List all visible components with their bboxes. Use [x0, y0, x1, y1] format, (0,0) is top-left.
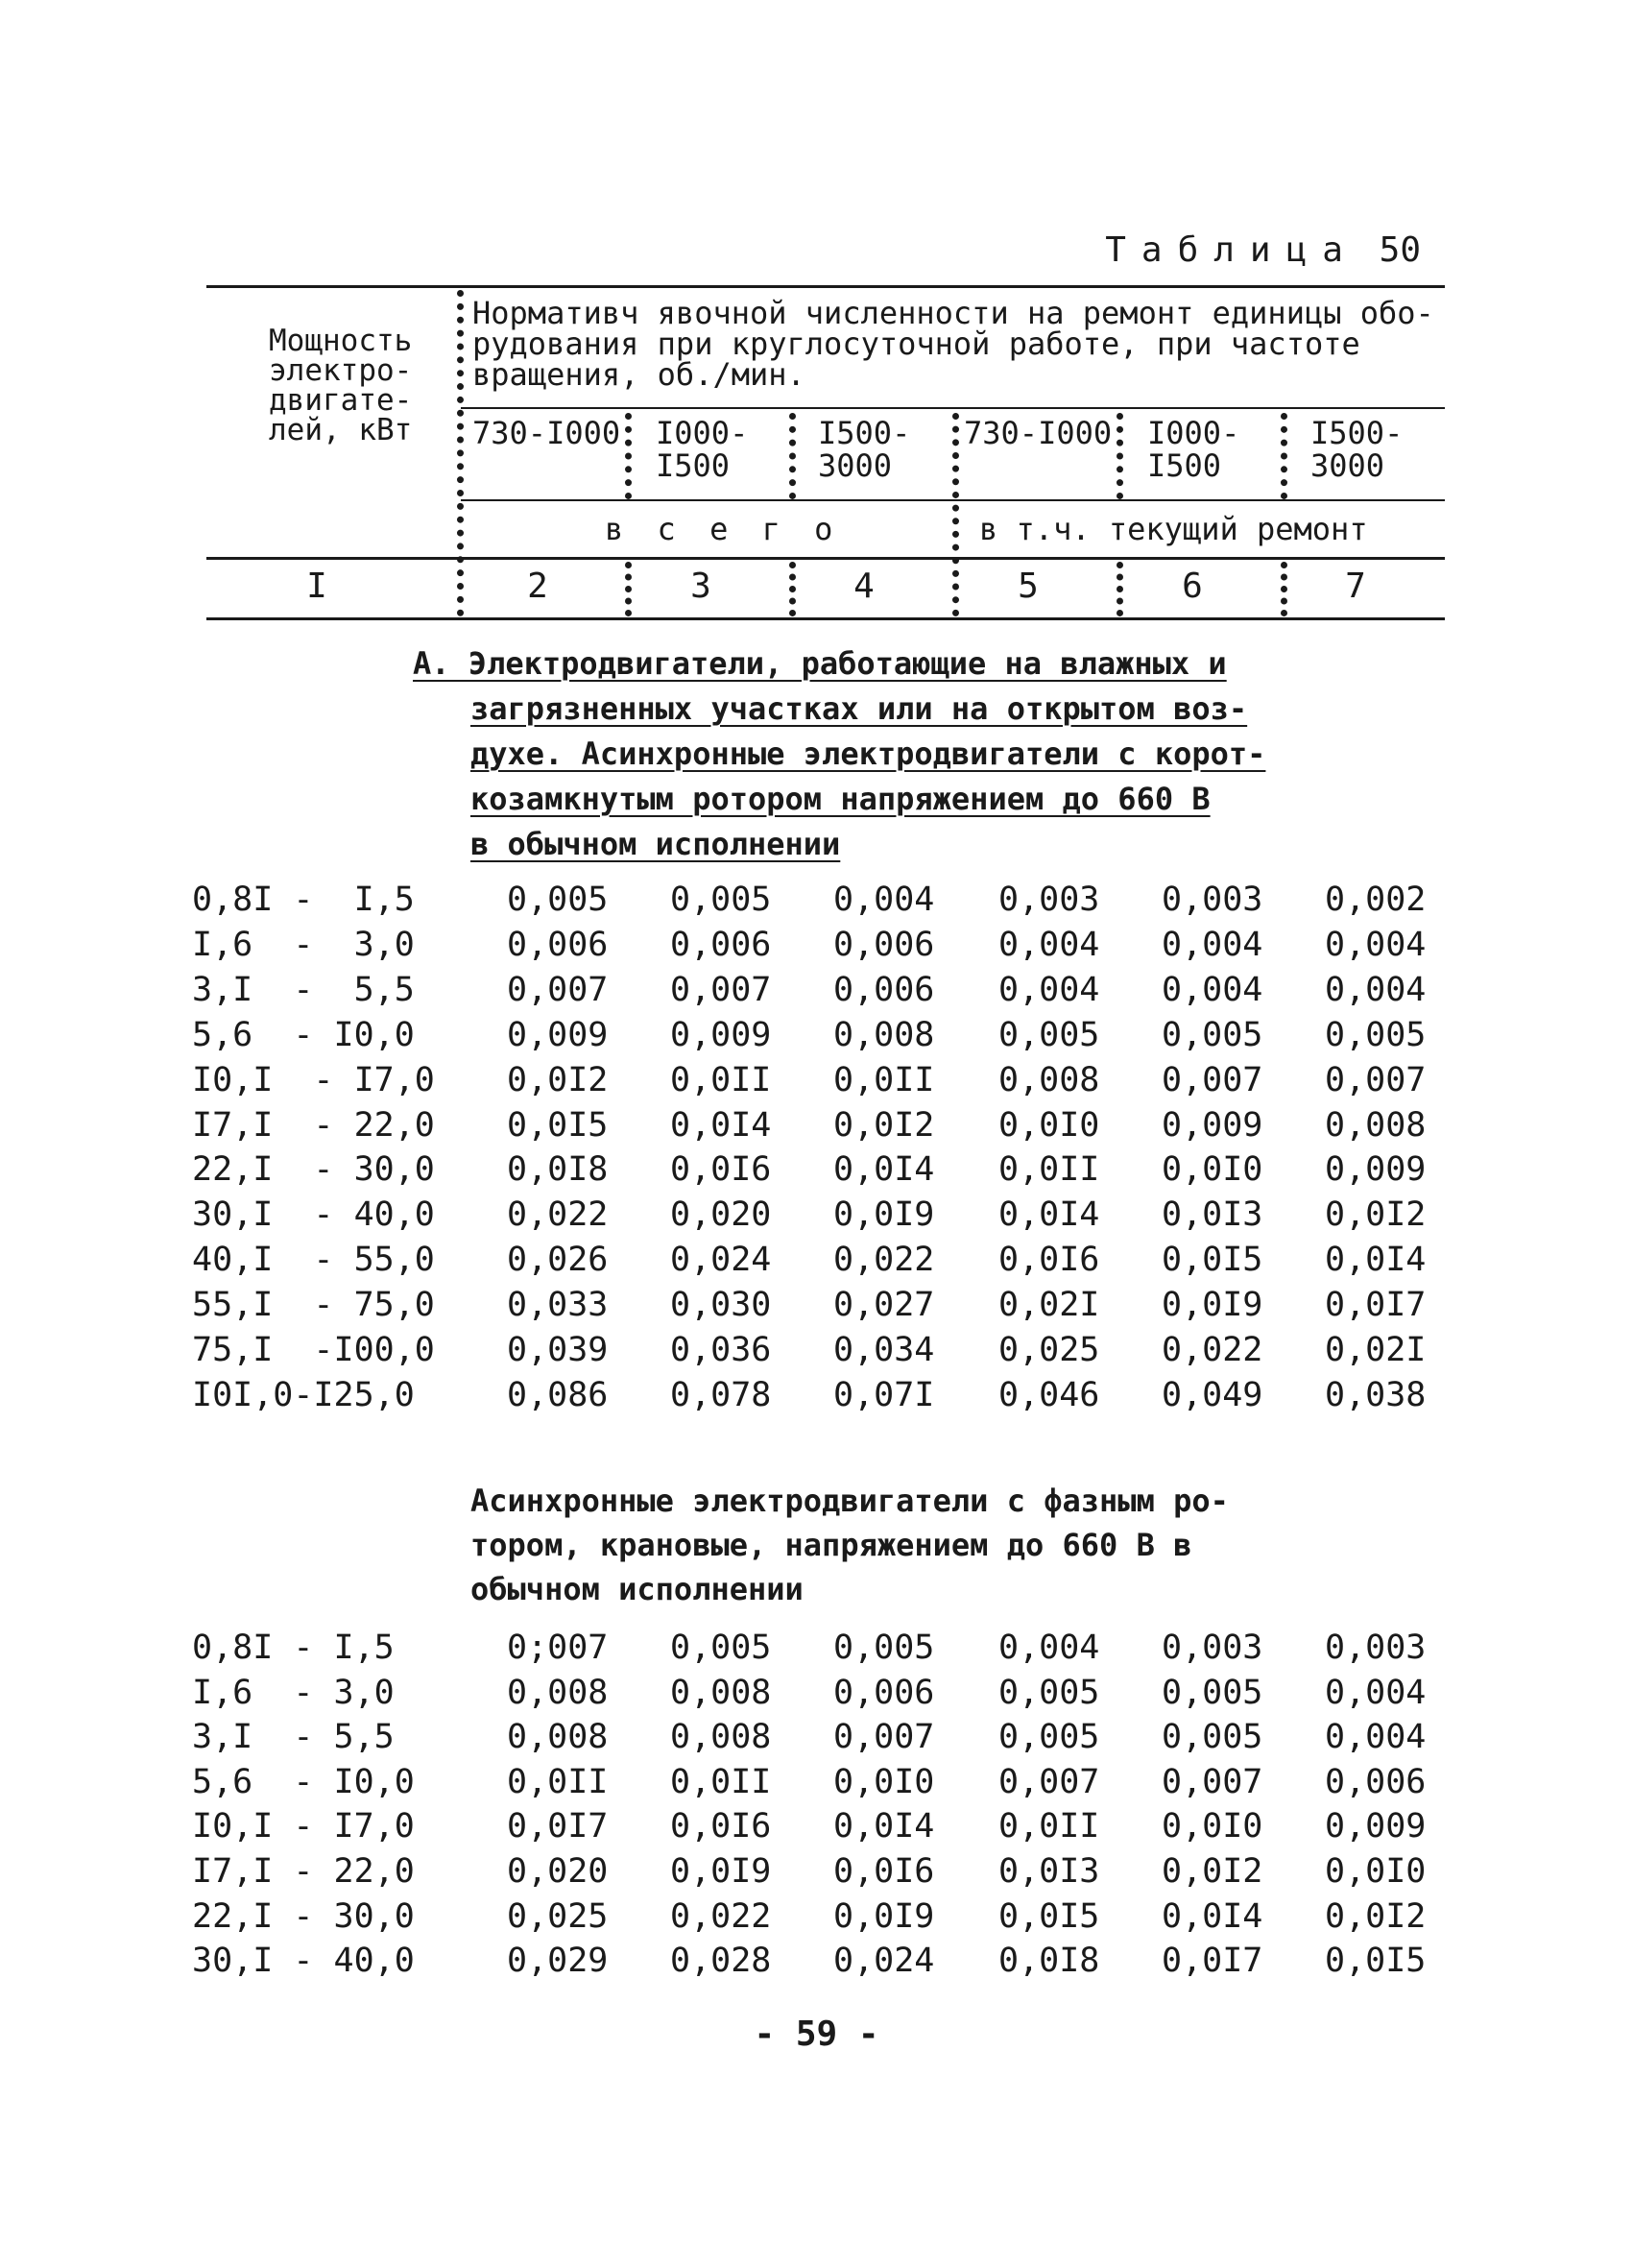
value-cell-col5: 0,004: [998, 925, 1100, 964]
group-total-label: в с е г о: [605, 511, 841, 547]
speed-range-col7: I500- 3000: [1310, 415, 1404, 484]
table-row: [0, 1286, 1633, 1330]
value-cell-col6: 0,0I5: [1162, 1241, 1263, 1280]
value-cell-col7: 0,0I7: [1325, 1286, 1427, 1325]
section-a-title-line: загрязненных участках или на открытом воз-: [470, 690, 1248, 727]
section-b-title-line: Асинхронные электродвигатели с фазным ро-: [470, 1483, 1229, 1519]
value-cell-col5: 0,0II: [998, 1150, 1100, 1190]
table-row: [0, 1718, 1633, 1762]
value-cell-col6: 0,0I4: [1162, 1896, 1263, 1936]
power-range-cell: 0,8I - I,5: [192, 1629, 395, 1667]
colnum-bottom-rule: [206, 617, 1445, 620]
value-cell-col3: 0,024: [670, 1241, 772, 1280]
value-cell-col6: 0,004: [1162, 970, 1263, 1009]
value-cell-col7: 0,02I: [1325, 1331, 1427, 1369]
value-cell-col6: 0,009: [1162, 1105, 1263, 1145]
power-range-cell: I,6 - 3,0: [192, 925, 415, 964]
value-cell-col7: 0,008: [1325, 1105, 1427, 1145]
value-cell-col2: 0,025: [507, 1896, 609, 1936]
value-cell-col4: 0,024: [833, 1942, 935, 1981]
value-cell-col6: 0,0I2: [1162, 1852, 1263, 1891]
value-cell-col6: 0,005: [1162, 1015, 1263, 1054]
table-row: [0, 1852, 1633, 1896]
table-row: [0, 1195, 1633, 1240]
value-cell-col2: 0,0II: [507, 1762, 609, 1801]
value-cell-col2: 0,022: [507, 1195, 609, 1235]
power-range-cell: 40,I - 55,0: [192, 1241, 435, 1280]
value-cell-col7: 0,004: [1325, 1718, 1427, 1757]
value-cell-col3: 0,008: [670, 1718, 772, 1757]
section-a-title-line: А. Электродвигатели, работающие на влажных и: [413, 645, 1227, 682]
section-b-title: [470, 1479, 1430, 1611]
section-b-title-line: обычном исполнении: [470, 1571, 804, 1607]
value-cell-col7: 0,002: [1325, 881, 1427, 919]
col-separator-4: [952, 413, 959, 616]
value-cell-col3: 0,0I4: [670, 1105, 772, 1145]
speed-range-col5: 730-I000: [964, 415, 1113, 451]
power-range-cell: I7,I - 22,0: [192, 1852, 415, 1891]
header-bottom-rule: [206, 557, 1445, 560]
value-cell-col4: 0,0I0: [833, 1762, 935, 1801]
value-cell-col6: 0,003: [1162, 1629, 1263, 1667]
col-separator-5: [1117, 413, 1123, 499]
value-cell-col2: 0,008: [507, 1673, 609, 1712]
table-row: [0, 1674, 1633, 1718]
value-cell-col7: 0,0I0: [1325, 1852, 1427, 1891]
table-row: [0, 1763, 1633, 1807]
table-row: [0, 1150, 1633, 1194]
value-cell-col5: 0,008: [998, 1060, 1100, 1099]
value-cell-col4: 0,0I9: [833, 1195, 935, 1235]
table-row: [0, 1241, 1633, 1285]
header-main-line: рудования при круглосуточной работе, при частоте: [472, 326, 1360, 362]
table-row: [0, 1016, 1633, 1060]
value-cell-col5: 0,046: [998, 1375, 1100, 1414]
value-cell-col2: 0,006: [507, 925, 609, 964]
value-cell-col3: 0,008: [670, 1673, 772, 1712]
value-cell-col4: 0,027: [833, 1286, 935, 1325]
header-main-line: вращения, об./мин.: [472, 356, 805, 393]
value-cell-col5: 0,005: [998, 1015, 1100, 1054]
table-row: [0, 1807, 1633, 1851]
value-cell-col3: 0,007: [670, 970, 772, 1009]
value-cell-col6: 0,0I0: [1162, 1150, 1263, 1190]
power-range-cell: 30,I - 40,0: [192, 1942, 415, 1981]
column-number-1: I: [306, 567, 327, 606]
value-cell-col5: 0,025: [998, 1331, 1100, 1369]
group-current-repair-label: в т.ч. текущий ремонт: [979, 511, 1368, 547]
col-separator-2: [625, 413, 632, 499]
value-cell-col5: 0,004: [998, 1629, 1100, 1667]
section-a-title-line: козамкнутым ротором напряжением до 660 В: [470, 781, 1211, 817]
column-number-6: 6: [1182, 567, 1203, 606]
value-cell-col4: 0,0I4: [833, 1150, 935, 1190]
speed-range-col2: 730-I000: [472, 415, 621, 451]
value-cell-col2: 0,039: [507, 1331, 609, 1369]
value-cell-col6: 0,022: [1162, 1331, 1263, 1369]
value-cell-col4: 0,0I4: [833, 1807, 935, 1846]
value-cell-col7: 0,0I5: [1325, 1942, 1427, 1981]
value-cell-col4: 0,006: [833, 1673, 935, 1712]
value-cell-col4: 0,0I6: [833, 1852, 935, 1891]
value-cell-col2: 0,0I5: [507, 1105, 609, 1145]
value-cell-col4: 0,07I: [833, 1375, 935, 1414]
value-cell-col6: 0,005: [1162, 1673, 1263, 1712]
power-range-cell: 3,I - 5,5: [192, 1718, 395, 1757]
power-range-cell: 5,6 - I0,0: [192, 1015, 415, 1054]
value-cell-col3: 0,028: [670, 1942, 772, 1981]
value-cell-col3: 0,030: [670, 1286, 772, 1325]
section-a-title-line: в обычном исполнении: [470, 826, 841, 862]
value-cell-col2: 0,0I8: [507, 1150, 609, 1190]
value-cell-col2: 0,020: [507, 1852, 609, 1891]
table-label: Таблица: [1105, 230, 1358, 270]
value-cell-col3: 0,006: [670, 925, 772, 964]
table-top-rule: [206, 285, 1445, 288]
table-row: [0, 881, 1633, 925]
power-range-cell: 5,6 - I0,0: [192, 1762, 415, 1801]
value-cell-col2: 0,033: [507, 1286, 609, 1325]
value-cell-col4: 0,0I9: [833, 1896, 935, 1936]
speed-range-col6: I000- I500: [1147, 415, 1240, 484]
value-cell-col4: 0,0II: [833, 1060, 935, 1099]
value-cell-col2: 0;007: [507, 1629, 609, 1667]
power-range-cell: I,6 - 3,0: [192, 1673, 395, 1712]
value-cell-col7: 0,004: [1325, 925, 1427, 964]
col-separator-2b: [625, 562, 632, 616]
value-cell-col7: 0,0I4: [1325, 1241, 1427, 1280]
value-cell-col7: 0,038: [1325, 1375, 1427, 1414]
column-number-2: 2: [527, 567, 548, 606]
value-cell-col3: 0,0I6: [670, 1150, 772, 1190]
col-separator-3: [789, 413, 796, 499]
power-range-cell: I0,I - I7,0: [192, 1060, 435, 1099]
value-cell-col2: 0,005: [507, 881, 609, 919]
value-cell-col3: 0,005: [670, 881, 772, 919]
value-cell-col3: 0,036: [670, 1331, 772, 1369]
power-range-cell: I7,I - 22,0: [192, 1105, 435, 1145]
value-cell-col6: 0,0I3: [1162, 1195, 1263, 1235]
power-range-cell: 0,8I - I,5: [192, 881, 415, 919]
col-separator-3b: [789, 562, 796, 616]
value-cell-col5: 0,0II: [998, 1807, 1100, 1846]
header-main-caption: [472, 296, 1442, 392]
table-row: [0, 926, 1633, 970]
table-row: [0, 1897, 1633, 1942]
value-cell-col5: 0,0I0: [998, 1105, 1100, 1145]
value-cell-col2: 0,008: [507, 1718, 609, 1757]
value-cell-col5: 0,0I3: [998, 1852, 1100, 1891]
table-number: 50: [1379, 230, 1421, 270]
page-number: - 59 -: [754, 2015, 879, 2054]
value-cell-col5: 0,0I5: [998, 1896, 1100, 1936]
table-row: [0, 1942, 1633, 1986]
speed-range-col4: I500- 3000: [818, 415, 911, 484]
power-range-cell: 75,I -I00,0: [192, 1331, 435, 1369]
table-caption: [1075, 230, 1421, 270]
value-cell-col7: 0,009: [1325, 1807, 1427, 1846]
column-number-7: 7: [1345, 567, 1366, 606]
value-cell-col5: 0,007: [998, 1762, 1100, 1801]
table-row: [0, 1331, 1633, 1375]
power-range-cell: I0I,0-I25,0: [192, 1375, 415, 1414]
value-cell-col6: 0,007: [1162, 1060, 1263, 1099]
value-cell-col5: 0,005: [998, 1718, 1100, 1757]
value-cell-col3: 0,078: [670, 1375, 772, 1414]
power-range-cell: 55,I - 75,0: [192, 1286, 435, 1325]
value-cell-col3: 0,005: [670, 1629, 772, 1667]
speed-range-col3: I000- I500: [656, 415, 749, 484]
value-cell-col2: 0,029: [507, 1942, 609, 1981]
value-cell-col5: 0,005: [998, 1673, 1100, 1712]
value-cell-col5: 0,0I6: [998, 1241, 1100, 1280]
table-row: [0, 1629, 1633, 1673]
value-cell-col3: 0,0I9: [670, 1852, 772, 1891]
value-cell-col2: 0,086: [507, 1375, 609, 1414]
value-cell-col7: 0,006: [1325, 1762, 1427, 1801]
col-separator-6b: [1281, 562, 1287, 616]
column-number-4: 4: [853, 567, 875, 606]
value-cell-col6: 0,049: [1162, 1375, 1263, 1414]
power-range-cell: 22,I - 30,0: [192, 1896, 415, 1936]
value-cell-col7: 0,009: [1325, 1150, 1427, 1190]
value-cell-col6: 0,003: [1162, 881, 1263, 919]
value-cell-col4: 0,008: [833, 1015, 935, 1054]
value-cell-col4: 0,006: [833, 925, 935, 964]
value-cell-col4: 0,005: [833, 1629, 935, 1667]
power-range-cell: 22,I - 30,0: [192, 1150, 435, 1190]
value-cell-col7: 0,007: [1325, 1060, 1427, 1099]
value-cell-col3: 0,009: [670, 1015, 772, 1054]
value-cell-col4: 0,007: [833, 1718, 935, 1757]
value-cell-col7: 0,004: [1325, 1673, 1427, 1712]
header-power-column: Мощность электро- двигате- лей, кВт: [269, 324, 413, 447]
power-range-cell: I0,I - I7,0: [192, 1807, 415, 1846]
value-cell-col4: 0,034: [833, 1331, 935, 1369]
value-cell-col3: 0,0II: [670, 1060, 772, 1099]
table-row: [0, 1061, 1633, 1105]
value-cell-col3: 0,0I6: [670, 1807, 772, 1846]
value-cell-col5: 0,02I: [998, 1286, 1100, 1325]
section-a-title-line: духе. Асинхронные электродвигатели с корот-: [470, 736, 1266, 772]
value-cell-col6: 0,0I0: [1162, 1807, 1263, 1846]
value-cell-col4: 0,0I2: [833, 1105, 935, 1145]
value-cell-col5: 0,004: [998, 970, 1100, 1009]
value-cell-col4: 0,006: [833, 970, 935, 1009]
column-number-3: 3: [690, 567, 711, 606]
section-b-title-line: тором, крановые, напряжением до 660 В в: [470, 1527, 1192, 1563]
value-cell-col6: 0,005: [1162, 1718, 1263, 1757]
value-cell-col7: 0,005: [1325, 1015, 1427, 1054]
value-cell-col2: 0,026: [507, 1241, 609, 1280]
value-cell-col3: 0,020: [670, 1195, 772, 1235]
table-row: [0, 1376, 1633, 1420]
value-cell-col6: 0,0I7: [1162, 1942, 1263, 1981]
col-separator-1: [457, 290, 464, 616]
value-cell-col5: 0,003: [998, 881, 1100, 919]
value-cell-col7: 0,004: [1325, 970, 1427, 1009]
power-range-cell: 3,I - 5,5: [192, 970, 415, 1009]
col-separator-5b: [1117, 562, 1123, 616]
table-row: [0, 971, 1633, 1015]
power-range-cell: 30,I - 40,0: [192, 1195, 435, 1235]
value-cell-col2: 0,007: [507, 970, 609, 1009]
value-cell-col7: 0,003: [1325, 1629, 1427, 1667]
value-cell-col5: 0,0I4: [998, 1195, 1100, 1235]
value-cell-col4: 0,004: [833, 881, 935, 919]
value-cell-col7: 0,0I2: [1325, 1195, 1427, 1235]
value-cell-col6: 0,0I9: [1162, 1286, 1263, 1325]
value-cell-col2: 0,0I7: [507, 1807, 609, 1846]
header-mid-rule: [461, 407, 1445, 409]
value-cell-col2: 0,009: [507, 1015, 609, 1054]
table-row: [0, 1106, 1633, 1150]
value-cell-col2: 0,0I2: [507, 1060, 609, 1099]
section-a-title: [413, 641, 1373, 867]
value-cell-col4: 0,022: [833, 1241, 935, 1280]
header-main-line: Нормативч явочной численности на ремонт единицы обо-: [472, 295, 1434, 331]
value-cell-col5: 0,0I8: [998, 1942, 1100, 1981]
value-cell-col7: 0,0I2: [1325, 1896, 1427, 1936]
value-cell-col6: 0,007: [1162, 1762, 1263, 1801]
col-separator-6: [1281, 413, 1287, 499]
column-number-5: 5: [1018, 567, 1039, 606]
value-cell-col6: 0,004: [1162, 925, 1263, 964]
value-cell-col3: 0,0II: [670, 1762, 772, 1801]
value-cell-col3: 0,022: [670, 1896, 772, 1936]
